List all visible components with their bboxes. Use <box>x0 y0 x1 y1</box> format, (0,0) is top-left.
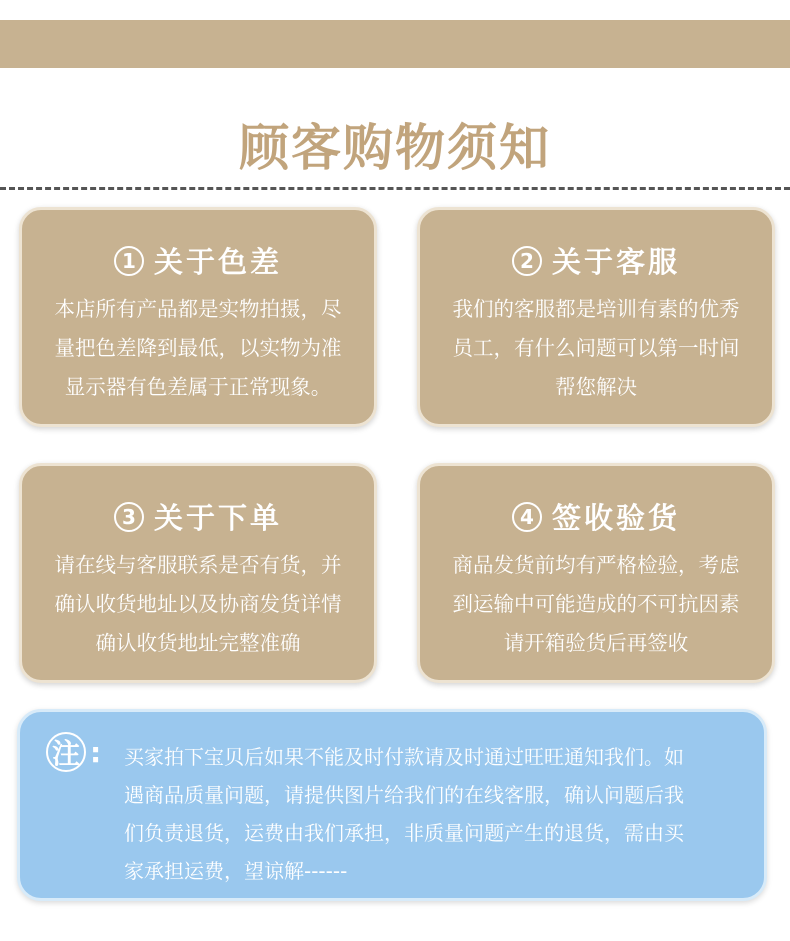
card-header <box>420 240 772 281</box>
card-receipt-inspection <box>417 463 775 683</box>
top-banner-band <box>0 20 790 68</box>
card-body-line: 员工，有什么问题可以第一时间 <box>452 336 740 360</box>
card-body-line: 到运输中可能造成的不可抗因素 <box>452 592 740 616</box>
card-body-line: 显示器有色差属于正常现象。 <box>64 375 332 399</box>
note-label <box>46 732 101 772</box>
note-badge: 注 <box>46 732 86 772</box>
card-body-line: 确认收货地址以及协商发货详情 <box>54 592 342 616</box>
card-body-line: 请在线与客服联系是否有货，并 <box>54 553 342 577</box>
card-title: 关于下单 <box>153 501 282 535</box>
dashed-divider <box>0 187 790 190</box>
note-line: 家承担运费，望谅解------ <box>124 859 348 883</box>
number-badge: 3 <box>114 502 144 532</box>
card-body-line: 帮您解决 <box>555 375 637 399</box>
note-line: 遇商品质量问题，请提供图片给我们的在线客服，确认问题后我 <box>124 783 684 807</box>
card-body-line: 确认收货地址完整准确 <box>95 631 301 655</box>
card-header <box>420 496 772 537</box>
card-header <box>22 496 374 537</box>
card-body-line: 我们的客服都是培训有素的优秀 <box>452 297 740 321</box>
card-title: 签收验货 <box>551 501 680 535</box>
card-body-line: 本店所有产品都是实物拍摄，尽 <box>54 297 342 321</box>
card-body-line: 请开箱验货后再签收 <box>503 631 689 655</box>
card-body <box>434 546 758 663</box>
number-badge: 4 <box>512 502 542 532</box>
card-title: 关于色差 <box>153 245 282 279</box>
note-text <box>124 738 744 890</box>
page-title: 顾客购物须知 <box>239 119 551 177</box>
card-color-difference <box>19 207 377 427</box>
number-badge: 1 <box>114 246 144 276</box>
note-line: 买家拍下宝贝后如果不能及时付款请及时通过旺旺通知我们。如 <box>124 745 684 769</box>
card-body-line: 量把色差降到最低，以实物为准 <box>54 336 342 360</box>
card-title: 关于客服 <box>551 245 680 279</box>
card-body <box>36 290 360 407</box>
number-badge: 2 <box>512 246 542 276</box>
card-header <box>22 240 374 281</box>
card-customer-service <box>417 207 775 427</box>
note-box <box>17 709 767 901</box>
card-body <box>434 290 758 407</box>
card-body-line: 商品发货前均有严格检验，考虑 <box>452 553 740 577</box>
note-line: 们负责退货，运费由我们承担，非质量问题产生的退货，需由买 <box>124 821 684 845</box>
card-body <box>36 546 360 663</box>
note-colon: : <box>90 735 102 769</box>
card-ordering <box>19 463 377 683</box>
